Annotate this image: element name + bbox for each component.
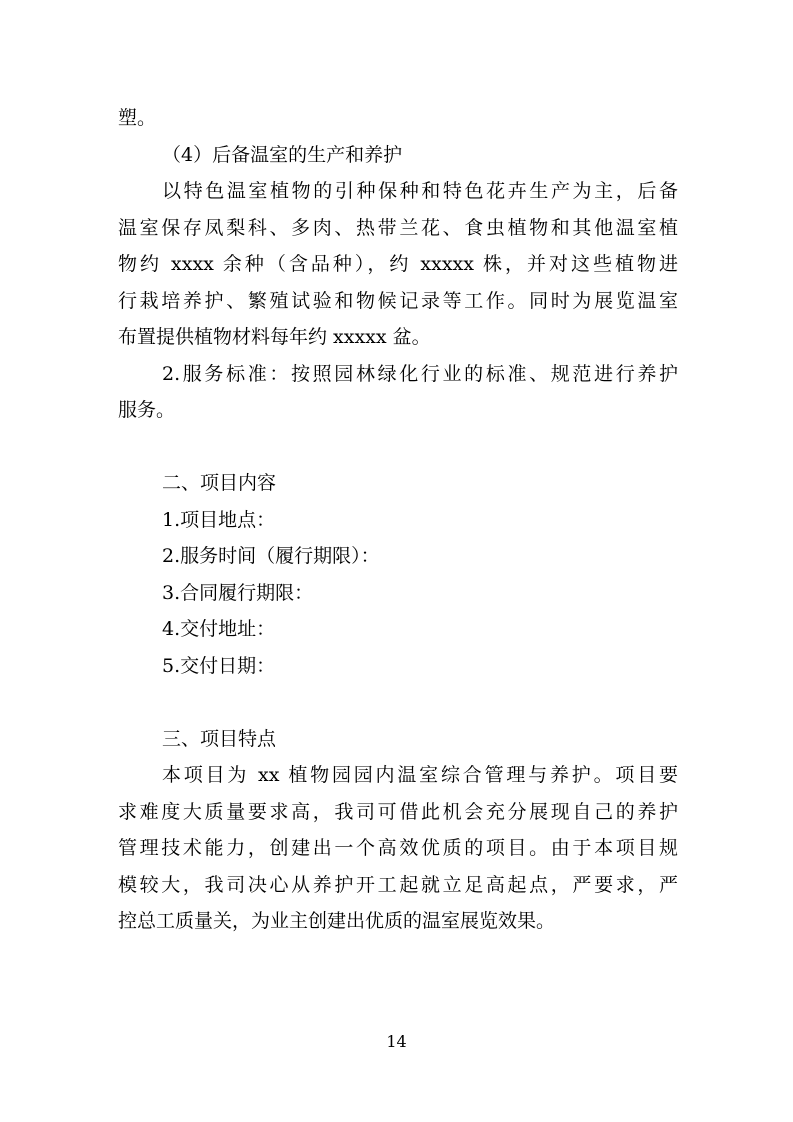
- paragraph-line: 温室保存凤梨科、多肉、热带兰花、食虫植物和其他温室植: [118, 216, 678, 239]
- section-gap: [118, 429, 678, 466]
- page-number: 14: [386, 1032, 407, 1051]
- paragraph-line: 布置提供植物材料每年约 xxxxx 盆。: [118, 326, 431, 348]
- paragraph-line: 模较大，我司决心从养护开工起就立足高起点，严要求，严: [118, 873, 678, 896]
- paragraph-line: 服务。: [118, 399, 176, 421]
- paragraph-line: 2.服务标准：按照园林绿化行业的标准、规范进行养护: [162, 362, 678, 385]
- page-content: [118, 100, 678, 940]
- section-heading: 三、项目特点: [162, 727, 277, 750]
- paragraph-line: 管理技术能力，创建出一个高效优质的项目。由于本项目规: [118, 837, 678, 859]
- paragraph-line: 以特色温室植物的引种保种和特色花卉生产为主，后备: [162, 180, 678, 202]
- list-item: 2.服务时间（履行期限）：: [162, 545, 380, 567]
- section-gap: [118, 684, 678, 721]
- paragraph-line: 求难度大质量要求高，我司可借此机会充分展现自己的养护: [118, 800, 678, 823]
- section-heading: 二、项目内容: [162, 472, 277, 494]
- list-item: 5.交付日期：: [162, 654, 276, 677]
- paragraph-line: 行栽培养护、繁殖试验和物候记录等工作。同时为展览温室: [118, 289, 678, 312]
- list-item: 4.交付地址：: [162, 618, 276, 640]
- paragraph-line: 本项目为 xx 植物园园内温室综合管理与养护。项目要: [162, 764, 678, 786]
- list-item: 3.合同履行期限：: [162, 581, 314, 604]
- paragraph-line: 控总工质量关，为业主创建出优质的温室展览效果。: [118, 910, 556, 932]
- list-item: 1.项目地点：: [162, 508, 276, 531]
- subheading-line: （4）后备温室的生产和养护: [162, 143, 403, 166]
- paragraph-line: 物约 xxxx 余种（含品种），约 xxxxx 株，并对这些植物进: [118, 253, 678, 275]
- paragraph-line: 塑。: [118, 107, 157, 129]
